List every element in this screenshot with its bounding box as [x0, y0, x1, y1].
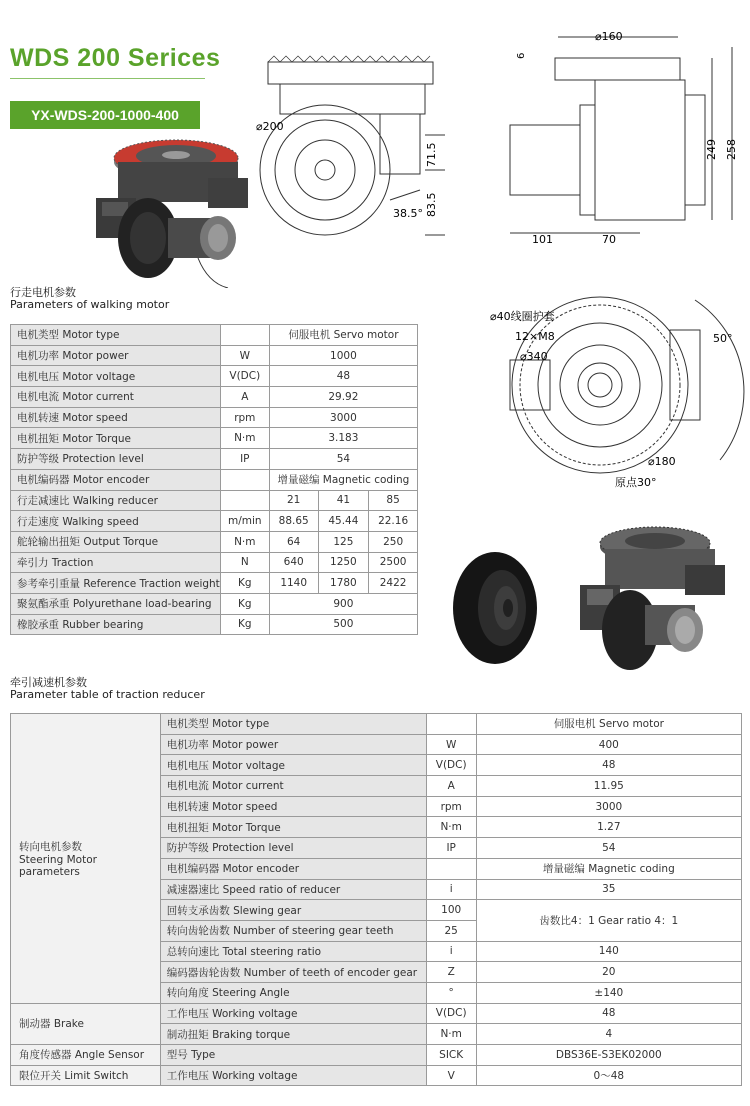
row-label: 型号 Type	[160, 1045, 426, 1066]
row-value: 85	[369, 490, 418, 511]
row-label: 工作电压 Working voltage	[160, 1003, 426, 1024]
group-label	[11, 1003, 161, 1044]
row-value: 2422	[369, 573, 418, 594]
row-label: 电机编码器 Motor encoder	[11, 469, 221, 490]
row-value: 35	[476, 879, 741, 900]
row-value: 4	[476, 1024, 741, 1045]
row-label: 行走减速比 Walking reducer	[11, 490, 221, 511]
row-value: 11.95	[476, 776, 741, 797]
row-unit	[220, 469, 269, 490]
table-row	[11, 469, 418, 490]
row-unit: A	[426, 776, 476, 797]
drive-unit-photo-2	[575, 525, 735, 675]
table-row	[11, 573, 418, 594]
series-title: WDS 200 Serices	[10, 44, 221, 72]
row-unit: V(DC)	[426, 755, 476, 776]
row-value: 41	[318, 490, 369, 511]
row-label: 制动扭矩 Braking torque	[160, 1024, 426, 1045]
table-row	[11, 366, 418, 387]
row-label: 电机扭矩 Motor Torque	[11, 428, 221, 449]
dim-angle-50: 50°	[713, 332, 733, 345]
walking-section-title-en: Parameters of walking motor	[10, 298, 170, 311]
row-label: 行走速度 Walking speed	[11, 511, 221, 532]
dim-cover: ⌀40线圈护套	[490, 310, 555, 323]
row-value: 20	[476, 962, 741, 983]
dim-d340: ⌀340	[520, 350, 548, 363]
group-name-cn: 转向电机参数	[19, 840, 82, 853]
dim-d200: ⌀200	[256, 120, 284, 133]
top-view-drawing	[480, 290, 745, 495]
dim-d180: ⌀180	[648, 455, 676, 468]
row-value: 1140	[269, 573, 318, 594]
row-value: 1780	[318, 573, 369, 594]
row-label: 橡胶承重 Rubber bearing	[11, 614, 221, 635]
dim-101: 101	[532, 233, 553, 246]
table-row	[11, 531, 418, 552]
traction-reducer-table	[10, 713, 742, 1086]
row-value: 125	[318, 531, 369, 552]
dim-71-5: 71.5	[425, 142, 438, 167]
row-label: 电机转速 Motor speed	[160, 796, 426, 817]
row-label: 电机编码器 Motor encoder	[160, 858, 426, 879]
reducer-section-title-en: Parameter table of traction reducer	[10, 688, 205, 701]
row-value: 1250	[318, 552, 369, 573]
row-value: 48	[269, 366, 417, 387]
row-label: 牵引力 Traction	[11, 552, 221, 573]
reducer-section-title-cn: 牵引减速机参数	[10, 676, 87, 689]
group-name-cn: 限位开关 Limit Switch	[19, 1070, 129, 1083]
row-label: 编码器齿轮齿数 Number of teeth of encoder gear	[160, 962, 426, 983]
row-value: 伺服电机 Servo motor	[476, 714, 741, 735]
row-label: 总转向速比 Total steering ratio	[160, 941, 426, 962]
row-unit: Kg	[220, 614, 269, 635]
model-tag: YX-WDS-200-1000-400	[10, 101, 200, 129]
table-row	[11, 552, 418, 573]
row-value: 48	[476, 755, 741, 776]
row-unit: A	[220, 387, 269, 408]
row-unit: N·m	[220, 428, 269, 449]
group-label	[11, 1065, 161, 1086]
row-value: 45.44	[318, 511, 369, 532]
dim-70: 70	[602, 233, 616, 246]
row-value: 增量磁编 Magnetic coding	[476, 858, 741, 879]
row-label: 聚氨酯承重 Polyurethane load-bearing	[11, 593, 221, 614]
row-label: 防护等级 Protection level	[11, 449, 221, 470]
table-row	[11, 714, 742, 735]
row-label: 电机电流 Motor current	[11, 387, 221, 408]
row-value: 29.92	[269, 387, 417, 408]
table-row	[11, 387, 418, 408]
row-unit: V(DC)	[426, 1003, 476, 1024]
dim-6: 6	[516, 52, 527, 59]
group-name-en: Steering Motor parameters	[19, 853, 97, 878]
row-value: 64	[269, 531, 318, 552]
row-value: 3000	[476, 796, 741, 817]
row-unit: rpm	[426, 796, 476, 817]
table-row	[11, 345, 418, 366]
row-value: 3000	[269, 407, 417, 428]
row-unit	[220, 490, 269, 511]
table-row	[11, 325, 418, 346]
row-unit: N·m	[426, 1024, 476, 1045]
row-label: 电机电流 Motor current	[160, 776, 426, 797]
row-unit	[426, 858, 476, 879]
title-underline	[10, 78, 205, 79]
dim-origin: 原点30°	[615, 476, 657, 489]
dim-258: 258	[725, 139, 738, 160]
row-unit: i	[426, 879, 476, 900]
row-unit: i	[426, 941, 476, 962]
row-unit: IP	[220, 449, 269, 470]
row-unit	[220, 325, 269, 346]
row-unit: m/min	[220, 511, 269, 532]
row-unit: rpm	[220, 407, 269, 428]
row-label: 转向角度 Steering Angle	[160, 982, 426, 1003]
row-label: 减速器速比 Speed ratio of reducer	[160, 879, 426, 900]
row-unit: Z	[426, 962, 476, 983]
row-unit: W	[426, 734, 476, 755]
row-value: 增量磁编 Magnetic coding	[269, 469, 417, 490]
group-label	[11, 714, 161, 1004]
side-view-drawing	[500, 25, 745, 250]
row-unit: V	[426, 1065, 476, 1086]
row-value: 250	[369, 531, 418, 552]
row-label: 舵轮输出扭矩 Output Torque	[11, 531, 221, 552]
row-unit: N·m	[220, 531, 269, 552]
row-unit: Kg	[220, 593, 269, 614]
row-value: 640	[269, 552, 318, 573]
row-unit: N	[220, 552, 269, 573]
row-value: 3.183	[269, 428, 417, 449]
row-value: 22.16	[369, 511, 418, 532]
dim-d160: ⌀160	[595, 30, 623, 43]
row-label: 电机电压 Motor voltage	[160, 755, 426, 776]
row-label: 参考牵引重量 Reference Traction weight	[11, 573, 221, 594]
group-label	[11, 1045, 161, 1066]
row-label: 转向齿轮齿数 Number of steering gear teeth	[160, 920, 426, 941]
row-unit: °	[426, 982, 476, 1003]
row-value: 140	[476, 941, 741, 962]
walking-section-title-cn: 行走电机参数	[10, 286, 76, 299]
row-value: DBS36E-S3EK02000	[476, 1045, 741, 1066]
row-label: 电机类型 Motor type	[160, 714, 426, 735]
dim-angle-38-5: 38.5°	[393, 207, 423, 220]
row-label: 防护等级 Protection level	[160, 838, 426, 859]
row-unit: N·m	[426, 817, 476, 838]
row-unit: 25	[426, 920, 476, 941]
row-value: 0～48	[476, 1065, 741, 1086]
row-label: 电机转速 Motor speed	[11, 407, 221, 428]
row-value: 21	[269, 490, 318, 511]
row-value: 伺服电机 Servo motor	[269, 325, 417, 346]
row-label: 电机扭矩 Motor Torque	[160, 817, 426, 838]
row-value: 齿数比4：1 Gear ratio 4：1	[476, 900, 741, 941]
row-value: 54	[476, 838, 741, 859]
row-unit: 100	[426, 900, 476, 921]
group-name-cn: 角度传感器 Angle Sensor	[19, 1049, 145, 1062]
row-value: ±140	[476, 982, 741, 1003]
row-unit	[426, 714, 476, 735]
row-label: 电机功率 Motor power	[160, 734, 426, 755]
table-row	[11, 1003, 742, 1024]
row-label: 工作电压 Working voltage	[160, 1065, 426, 1086]
row-unit: V(DC)	[220, 366, 269, 387]
table-row	[11, 614, 418, 635]
row-value: 2500	[369, 552, 418, 573]
table-row	[11, 490, 418, 511]
table-row	[11, 1065, 742, 1086]
row-label: 电机电压 Motor voltage	[11, 366, 221, 387]
row-unit: SICK	[426, 1045, 476, 1066]
dim-bolts: 12×M8	[515, 330, 555, 343]
walking-motor-table	[10, 324, 418, 635]
dim-83-5: 83.5	[425, 192, 438, 217]
row-label: 回转支承齿数 Slewing gear	[160, 900, 426, 921]
row-value: 1.27	[476, 817, 741, 838]
table-row	[11, 1045, 742, 1066]
row-value: 54	[269, 449, 417, 470]
dim-249: 249	[705, 139, 718, 160]
table-row	[11, 593, 418, 614]
row-value: 900	[269, 593, 417, 614]
table-row	[11, 449, 418, 470]
row-label: 电机功率 Motor power	[11, 345, 221, 366]
row-label: 电机类型 Motor type	[11, 325, 221, 346]
table-row	[11, 511, 418, 532]
table-row	[11, 428, 418, 449]
row-value: 500	[269, 614, 417, 635]
table-row	[11, 407, 418, 428]
row-unit: W	[220, 345, 269, 366]
row-unit: Kg	[220, 573, 269, 594]
wheel-photo	[440, 548, 545, 666]
row-unit: IP	[426, 838, 476, 859]
row-value: 1000	[269, 345, 417, 366]
row-value: 48	[476, 1003, 741, 1024]
group-name-cn: 制动器 Brake	[19, 1018, 84, 1031]
row-value: 88.65	[269, 511, 318, 532]
row-value: 400	[476, 734, 741, 755]
front-view-drawing	[240, 50, 445, 240]
